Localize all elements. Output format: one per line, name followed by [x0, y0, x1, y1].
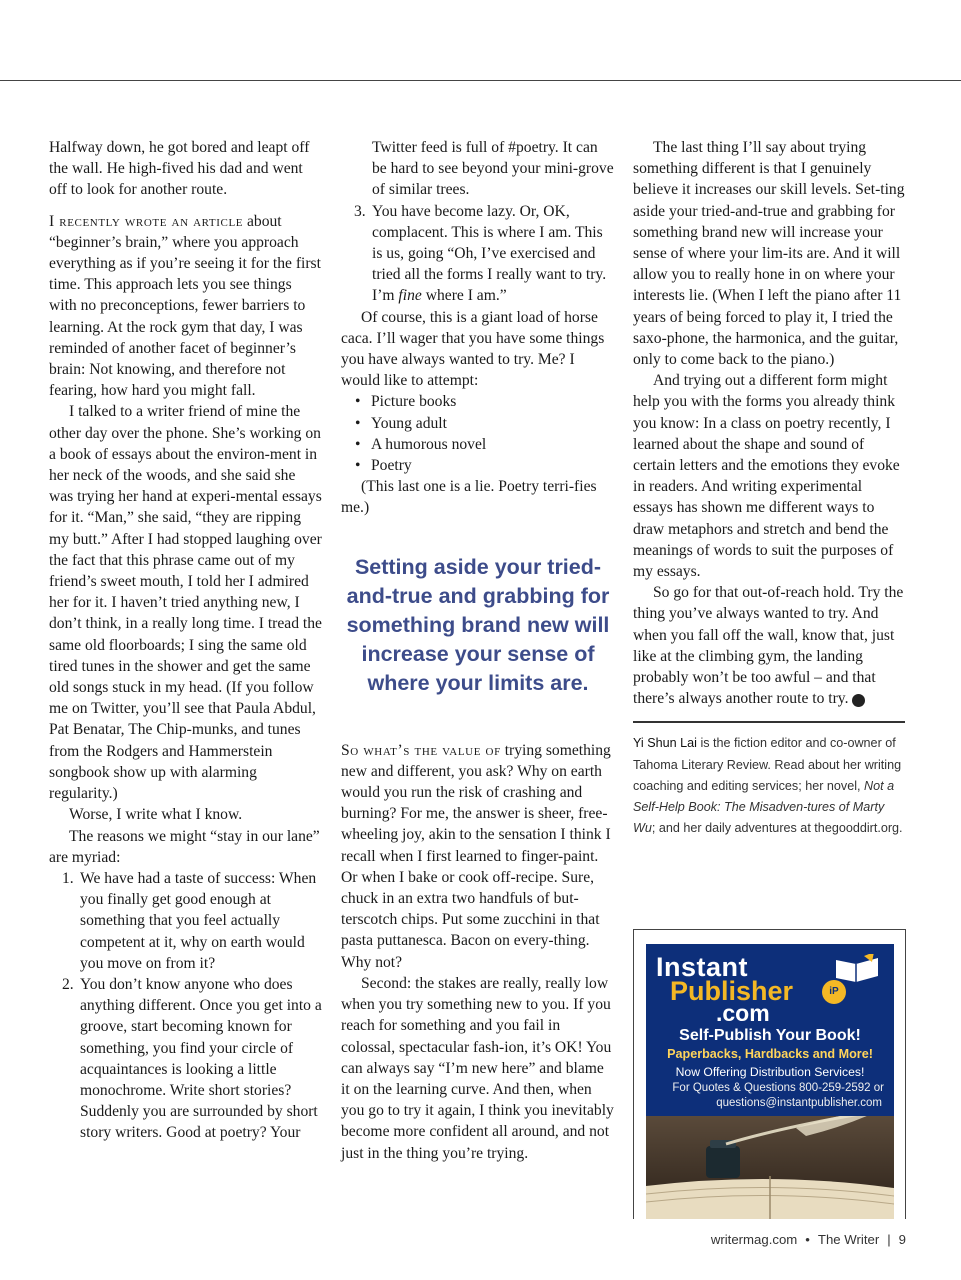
column-1	[49, 137, 322, 1144]
ad-subline: Now Offering Distribution Services!	[675, 1065, 865, 1079]
paragraph: Halfway down, he got bored and leapt off the wall. He high-fived his dad and went off to look for another route.	[49, 139, 310, 199]
footer-site: writermag.com	[710, 1232, 798, 1247]
advertisement-frame	[633, 929, 906, 1219]
paragraph: Worse, I write what I know.	[69, 806, 243, 824]
ad-headline: Self-Publish Your Book!	[679, 1027, 861, 1044]
list-item: • Young adult	[355, 414, 447, 432]
ad-contact: For Quotes & Questions 800-259-2592 or	[672, 1082, 884, 1094]
ad-logo-instant: Instant	[656, 952, 749, 982]
ad-subline: Paperbacks, Hardbacks and More!	[667, 1047, 873, 1061]
ad-logo-publisher: Publisher	[670, 976, 794, 1006]
header-rule	[0, 80, 961, 81]
lead-in: I recently wrote an article	[49, 212, 244, 230]
footer-magazine: The Writer	[817, 1232, 880, 1247]
paragraph: I recently wrote an article about “beginner’s brain,” where you approach everything as if you’re seeing it for the first time. This approach lets you see things with no preconceptions, fewer barriers to learning. At the rock gym that day, I was reminded of another facet of beginner’s brain: Not knowing, and therefore not fearing, how hard you might fall.	[49, 212, 321, 400]
lead-in: So what’s the value of	[341, 741, 501, 759]
paragraph: And trying out a different form might help you with the forms you already think you know: In a class on poetry recently, I learned about the shape and sound of certain letters and the emotions they evoke in readers. And writing experimental essays has shown me different ways to draw metaphors and stretch and bend the meanings of words to suit the purposes of my essays.	[633, 372, 900, 581]
instant-publisher-ad[interactable]	[646, 944, 894, 1219]
list-item-continued: Twitter feed is full of #poetry. It can be hard to see beyond your mini-grove of similar trees.	[372, 139, 614, 199]
paragraph: Of course, this is a giant load of horse caca. I’ll wager that you have some things you have always wanted to try. Me? I would like to attempt:	[341, 308, 605, 390]
author-bio: Yi Shun Lai is the fiction editor and co-owner of Tahoma Literary Review. Read about her writing coaching and editing services; her novel, Not a Self-Help Book: The Misadven-tures of Marty Wu; and her daily adventures at thegooddirt.org.	[633, 736, 903, 836]
list-item: 3. You have become lazy. Or, OK, complacent. This is where I am. This is us, going “Oh, I’ve exercised and tried all the forms I really want to try. I’m fine where I am.”	[354, 202, 607, 305]
ip-badge-icon: iP	[822, 980, 846, 1004]
column-3	[633, 137, 905, 840]
paragraph: So what’s the value of trying something new and different, you ask? Why on earth would you run the risk of crashing and burning? For me, the answer is sheer, free-wheeling joy, akin to the sensation I think I recall when I first learned to finger-paint. Or when I bake or cook off-recipe. Sure, chuck in an extra two handfuls of but-terscotch chips. Put some zucchini in that pasta puttanesca. Bacon on every-thing. Why not?	[341, 741, 611, 971]
paragraph: The reasons we might “stay in our lane” are myriad:	[49, 827, 320, 866]
list-item: • Picture books	[355, 393, 457, 411]
paragraph: I talked to a writer friend of mine the other day over the phone. She’s working on a book of essays about the environ-ment in her neck of the woods, and she said she was trying her hand at experi-mental essays for it. “Man,” she said, “they are ripping my butt.” After I had stopped laughing over the fact that this phrase came out of my friend’s sweet mouth, I told her I admired her for it. I haven’t tried anything new, I don’t think, in a really long time. I tread the same old floorboards; I sing the same old tired tunes in the shower and get the same old songs stuck in my head. (If you follow me on Twitter, you’ll see that Paula Abdul, Pat Benatar, The Chip-munks, and tunes from the Rodgers and Hammerstein songbook show up with alarming regularity.)	[49, 403, 322, 803]
bullet-list	[341, 391, 615, 476]
list-item: • Poetry	[355, 457, 412, 475]
list-item: 2. You don’t know anyone who does anything different. Once you get into a groove, start becoming known for something, you find your circle of acquaintances is looking a little monochrome. Write short stories? Suddenly you are surrounded by short story writers. Good at poetry? Your	[62, 975, 322, 1142]
paragraph: So go for that out-of-reach hold. Try the thing you’ve always wanted to try. And when you fall off the wall, know that, just like at the climbing gym, the landing probably won’t be too awful – and that there’s always another route to try. W	[633, 584, 904, 708]
paragraph: (This last one is a lie. Poetry terri-fies me.)	[341, 478, 597, 517]
ad-logo-com: .com	[716, 1000, 770, 1026]
book-logo-icon	[834, 954, 880, 984]
paragraph: The last thing I’ll say about trying something different is that I genuinely believe it increases our skill levels. Set-ting aside your tried-and-true and grabbing for something brand new will increase your sense of where your lim-its are. And it will allow you to really hone in on where your interests lie. (When I left the piano after 11 years of being forced to play it, I tried the saxo-phone, the harmonica, and the guitar, only to come back to the piano.)	[633, 139, 905, 369]
pull-quote: Setting aside your tried-and-true and grabbing for something brand new will increase your sense of where your limits are.	[346, 554, 610, 695]
list-item: 1. We have had a taste of success: When you finally get good enough at something that you feel actually competent at it, why on earth would you move on from it?	[62, 869, 317, 972]
column-2	[341, 137, 615, 1164]
list-item: • A humorous novel	[355, 435, 487, 453]
page-footer: writermag.com • The Writer | 9	[710, 1232, 906, 1247]
page-number: 9	[898, 1232, 906, 1247]
paragraph: Second: the stakes are really, really low when you try something new to you. If you reach for something and you fail in colossal, spectacular fash-ion, it’s OK! You can always say “I’m new here” and blame it on the learning curve. And then, when you go to try it again, I think you inevitably become more confident all around, and not just in the thing you’re trying.	[341, 974, 614, 1162]
end-mark-icon: W	[852, 694, 865, 707]
bio-rule	[633, 721, 905, 723]
ad-email: questions@instantpublisher.com	[716, 1097, 882, 1109]
author-name: Yi Shun Lai	[633, 736, 697, 751]
book-and-quill-image	[646, 1116, 894, 1219]
numbered-list	[49, 868, 322, 1144]
